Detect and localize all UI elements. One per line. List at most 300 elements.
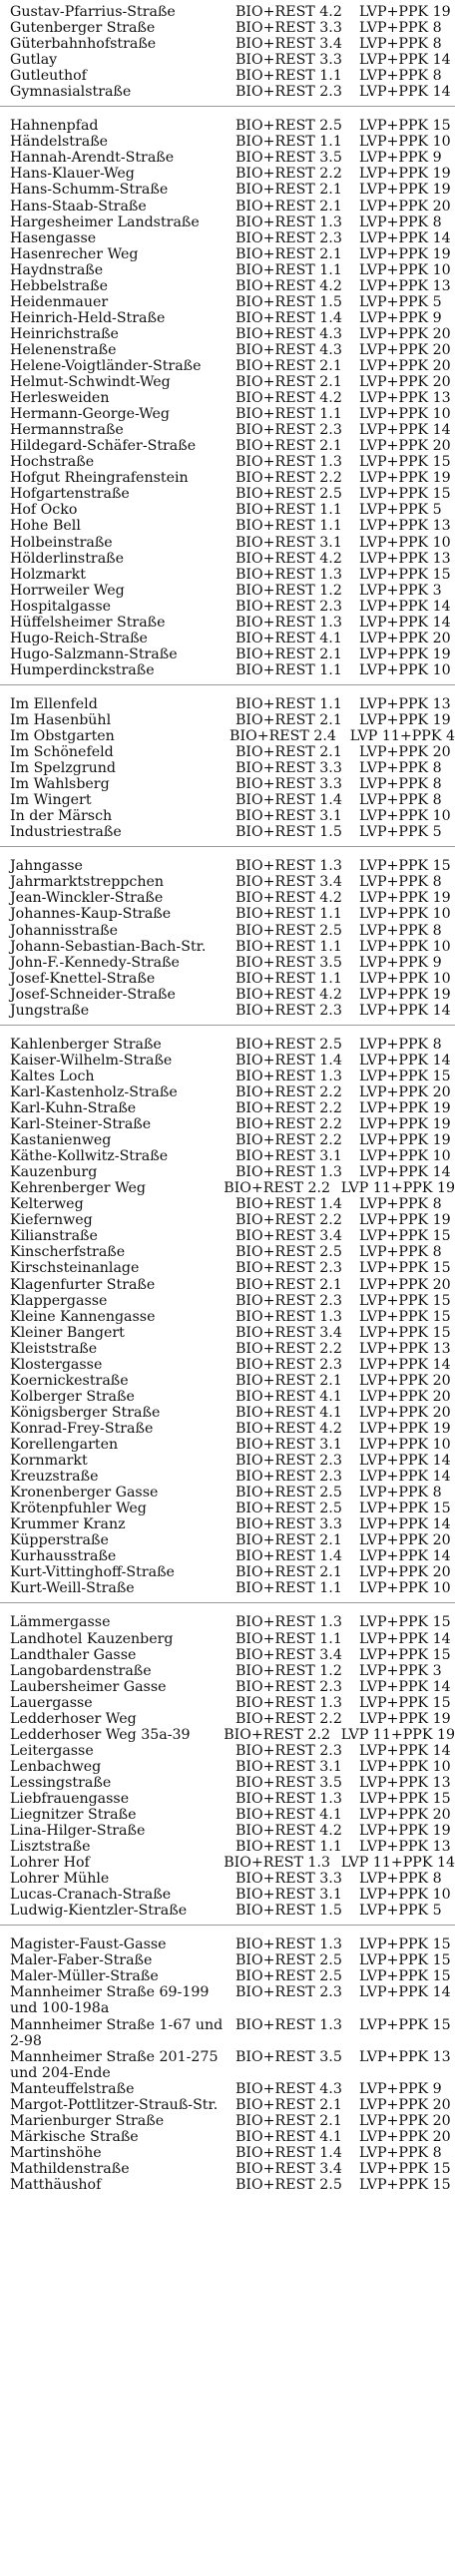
lvp-ppk-schedule: LVP+PPK 20 bbox=[359, 1388, 451, 1405]
street-name: Kastanienweg bbox=[10, 1132, 112, 1149]
bio-rest-schedule: BIO+REST 2.3 bbox=[235, 1678, 342, 1695]
table-row bbox=[0, 987, 455, 1003]
table-row bbox=[0, 1548, 455, 1564]
street-name: Hüffelsheimer Straße bbox=[10, 614, 166, 631]
table-row bbox=[0, 760, 455, 776]
street-name: Koernickestraße bbox=[10, 1372, 129, 1389]
street-name: Hasenrecher Weg bbox=[10, 245, 139, 262]
bio-rest-schedule: BIO+REST 1.3 bbox=[235, 1936, 342, 1953]
street-name: Hof Ocko bbox=[10, 502, 78, 519]
bio-rest-schedule: BIO+REST 2.3 bbox=[235, 598, 342, 615]
bio-rest-schedule: BIO+REST 3.4 bbox=[235, 36, 342, 53]
table-row bbox=[0, 1485, 455, 1501]
lvp-ppk-schedule: LVP+PPK 14 bbox=[359, 1516, 451, 1533]
lvp-ppk-schedule: LVP+PPK 9 bbox=[359, 954, 442, 971]
table-row bbox=[0, 1421, 455, 1437]
lvp-ppk-schedule: LVP+PPK 10 bbox=[359, 1436, 451, 1453]
street-name: Magister-Faust-Gasse bbox=[10, 1936, 167, 1953]
table-row bbox=[0, 744, 455, 760]
table-row bbox=[0, 2049, 455, 2081]
table-row bbox=[0, 1357, 455, 1373]
street-name: Küpperstraße bbox=[10, 1532, 109, 1549]
street-name: Lucas-Cranach-Straße bbox=[10, 1887, 172, 1904]
street-name: Lenbachweg bbox=[10, 1758, 102, 1775]
table-row bbox=[0, 2017, 455, 2049]
bio-rest-schedule: BIO+REST 4.3 bbox=[235, 341, 342, 358]
table-row bbox=[0, 1148, 455, 1164]
lvp-ppk-schedule: LVP+PPK 15 bbox=[359, 566, 451, 583]
letter-section bbox=[0, 4, 455, 100]
lvp-ppk-schedule: LVP+PPK 8 bbox=[359, 874, 442, 891]
street-name: Kornmarkt bbox=[10, 1453, 88, 1470]
lvp-ppk-schedule: LVP+PPK 19 bbox=[359, 1710, 451, 1727]
street-name: Kiefernweg bbox=[10, 1212, 93, 1229]
lvp-ppk-schedule: LVP+PPK 20 bbox=[359, 744, 451, 761]
table-row bbox=[0, 1855, 455, 1871]
section-divider bbox=[0, 1025, 455, 1026]
table-row bbox=[0, 182, 455, 198]
lvp-ppk-schedule: LVP+PPK 20 bbox=[359, 357, 451, 374]
lvp-ppk-schedule: LVP+PPK 13 bbox=[359, 277, 451, 294]
table-row bbox=[0, 1373, 455, 1389]
section-divider bbox=[0, 106, 455, 107]
table-row bbox=[0, 2113, 455, 2129]
table-row bbox=[0, 1053, 455, 1069]
street-name: Hermann-George-Weg bbox=[10, 406, 170, 423]
lvp-ppk-schedule: LVP+PPK 10 bbox=[359, 661, 451, 678]
lvp-ppk-schedule: LVP+PPK 14 bbox=[359, 1984, 451, 2001]
table-row bbox=[0, 52, 455, 68]
street-name: Lohrer Hof bbox=[10, 1855, 90, 1872]
table-row bbox=[0, 1532, 455, 1548]
table-row bbox=[0, 712, 455, 728]
lvp-ppk-schedule: LVP+PPK 14 bbox=[359, 1742, 451, 1759]
street-name: Industriestraße bbox=[10, 824, 122, 841]
street-name: Hans-Klauer-Weg bbox=[10, 166, 135, 183]
table-row bbox=[0, 1903, 455, 1919]
table-row bbox=[0, 518, 455, 534]
table-row bbox=[0, 1839, 455, 1855]
table-row bbox=[0, 1984, 455, 2016]
table-row bbox=[0, 646, 455, 662]
lvp-ppk-schedule: LVP+PPK 9 bbox=[359, 309, 442, 326]
street-name: Hildegard-Schäfer-Straße bbox=[10, 438, 197, 455]
lvp-ppk-schedule: LVP+PPK 19 bbox=[359, 1212, 451, 1229]
street-name: Helmut-Schwindt-Weg bbox=[10, 374, 171, 391]
bio-rest-schedule: BIO+REST 1.4 bbox=[235, 1548, 342, 1565]
street-name: Maler-Müller-Straße bbox=[10, 1968, 159, 1985]
street-name: Kleine Kannengasse bbox=[10, 1308, 156, 1325]
table-row bbox=[0, 583, 455, 599]
table-row bbox=[0, 971, 455, 987]
bio-rest-schedule: BIO+REST 3.4 bbox=[235, 1324, 342, 1341]
table-row bbox=[0, 955, 455, 971]
street-name: Lohrer Mühle bbox=[10, 1871, 110, 1888]
table-row bbox=[0, 84, 455, 100]
street-name: Margot-Pottlitzer-Strauß-Str. bbox=[10, 2096, 219, 2113]
bio-rest-schedule: BIO+REST 1.3 bbox=[235, 1614, 342, 1631]
table-row bbox=[0, 728, 455, 744]
lvp-ppk-schedule: LVP+PPK 3 bbox=[359, 582, 442, 599]
street-name: Josef-Knettel-Straße bbox=[10, 970, 156, 987]
table-row bbox=[0, 1775, 455, 1791]
bio-rest-schedule: BIO+REST 2.2 bbox=[235, 1212, 342, 1229]
street-name: Hans-Schumm-Straße bbox=[10, 182, 169, 199]
lvp-ppk-schedule: LVP+PPK 9 bbox=[359, 150, 442, 167]
table-row bbox=[0, 551, 455, 567]
bio-rest-schedule: BIO+REST 2.5 bbox=[235, 118, 342, 135]
lvp-ppk-schedule: LVP+PPK 19 bbox=[359, 166, 451, 183]
table-row bbox=[0, 1968, 455, 1984]
lvp-ppk-schedule: LVP+PPK 19 bbox=[359, 245, 451, 262]
letter-section bbox=[0, 1936, 455, 2193]
lvp-ppk-schedule: LVP+PPK 20 bbox=[359, 1807, 451, 1824]
street-name: Herlesweiden bbox=[10, 390, 110, 407]
street-name: Hofgartenstraße bbox=[10, 486, 130, 503]
street-name: Ledderhoser Weg 35a-39 bbox=[10, 1726, 191, 1743]
table-row bbox=[0, 939, 455, 955]
lvp-ppk-schedule: LVP+PPK 10 bbox=[359, 906, 451, 923]
table-row bbox=[0, 118, 455, 134]
lvp-ppk-schedule: LVP+PPK 14 bbox=[359, 1630, 451, 1647]
bio-rest-schedule: BIO+REST 1.1 bbox=[235, 261, 342, 278]
bio-rest-schedule: BIO+REST 1.3 bbox=[235, 858, 342, 875]
bio-rest-schedule: BIO+REST 1.3 bbox=[235, 1164, 342, 1181]
lvp-ppk-schedule: LVP+PPK 10 bbox=[359, 134, 451, 151]
table-row bbox=[0, 68, 455, 84]
table-row bbox=[0, 262, 455, 278]
lvp-ppk-schedule: LVP+PPK 19 bbox=[359, 4, 451, 20]
street-name: Im Spelzgrund bbox=[10, 760, 116, 777]
table-row bbox=[0, 599, 455, 615]
table-row bbox=[0, 1695, 455, 1711]
bio-rest-schedule: BIO+REST 3.1 bbox=[235, 1148, 342, 1165]
bio-rest-schedule: BIO+REST 1.1 bbox=[235, 695, 342, 712]
lvp-ppk-schedule: LVP+PPK 8 bbox=[359, 68, 442, 85]
lvp-ppk-schedule: LVP+PPK 20 bbox=[359, 1276, 451, 1293]
street-name: Johannisstraße bbox=[10, 922, 119, 939]
bio-rest-schedule: BIO+REST 2.2 bbox=[224, 1180, 331, 1197]
street-name: Klagenfurter Straße bbox=[10, 1276, 156, 1293]
bio-rest-schedule: BIO+REST 2.1 bbox=[235, 645, 342, 662]
street-name: Jahngasse bbox=[10, 858, 83, 875]
lvp-ppk-schedule: LVP 11+PPK 4 bbox=[349, 728, 455, 745]
street-name: Güterbahnhofstraße bbox=[10, 36, 157, 53]
street-name: Landthaler Gasse bbox=[10, 1646, 137, 1663]
lvp-ppk-schedule: LVP+PPK 10 bbox=[359, 1758, 451, 1775]
bio-rest-schedule: BIO+REST 1.1 bbox=[235, 68, 342, 85]
street-name: Matthäushof bbox=[10, 2177, 102, 2194]
table-row bbox=[0, 502, 455, 518]
bio-rest-schedule: BIO+REST 4.2 bbox=[235, 986, 342, 1003]
bio-rest-schedule: BIO+REST 1.3 bbox=[235, 1308, 342, 1325]
lvp-ppk-schedule: LVP+PPK 14 bbox=[359, 1548, 451, 1565]
table-row bbox=[0, 1196, 455, 1212]
lvp-ppk-schedule: LVP+PPK 15 bbox=[359, 118, 451, 135]
street-name: Kurt-Weill-Straße bbox=[10, 1580, 135, 1597]
table-row bbox=[0, 1823, 455, 1839]
bio-rest-schedule: BIO+REST 3.4 bbox=[235, 1646, 342, 1663]
street-name: Gutleuthof bbox=[10, 68, 87, 85]
street-name: Heinrich-Held-Straße bbox=[10, 309, 166, 326]
lvp-ppk-schedule: LVP+PPK 8 bbox=[359, 760, 442, 777]
bio-rest-schedule: BIO+REST 4.2 bbox=[235, 277, 342, 294]
lvp-ppk-schedule: LVP+PPK 19 bbox=[359, 711, 451, 728]
table-row bbox=[0, 1293, 455, 1309]
street-name: Kurhausstraße bbox=[10, 1548, 117, 1565]
table-row bbox=[0, 454, 455, 470]
table-row bbox=[0, 134, 455, 150]
bio-rest-schedule: BIO+REST 3.3 bbox=[235, 776, 342, 793]
street-name: Hermannstraße bbox=[10, 422, 124, 439]
street-name: Karl-Kastenholz-Straße bbox=[10, 1083, 178, 1100]
street-name: Jungstraße bbox=[10, 1002, 90, 1019]
street-name: Krummer Kranz bbox=[10, 1516, 126, 1533]
street-name: Liegnitzer Straße bbox=[10, 1807, 137, 1824]
table-row bbox=[0, 1453, 455, 1469]
table-row bbox=[0, 1580, 455, 1596]
letter-section bbox=[0, 118, 455, 678]
bio-rest-schedule: BIO+REST 2.1 bbox=[235, 744, 342, 761]
street-name: Laubersheimer Gasse bbox=[10, 1678, 167, 1695]
street-name: Marienburger Straße bbox=[10, 2112, 165, 2129]
lvp-ppk-schedule: LVP+PPK 8 bbox=[359, 1244, 442, 1261]
bio-rest-schedule: BIO+REST 1.4 bbox=[235, 1052, 342, 1069]
street-name: Hans-Staab-Straße bbox=[10, 198, 147, 215]
lvp-ppk-schedule: LVP+PPK 14 bbox=[359, 229, 451, 246]
bio-rest-schedule: BIO+REST 2.1 bbox=[235, 438, 342, 455]
lvp-ppk-schedule: LVP+PPK 13 bbox=[359, 1340, 451, 1357]
bio-rest-schedule: BIO+REST 2.1 bbox=[235, 357, 342, 374]
lvp-ppk-schedule: LVP+PPK 8 bbox=[359, 792, 442, 809]
bio-rest-schedule: BIO+REST 2.5 bbox=[235, 2177, 342, 2194]
lvp-ppk-schedule: LVP+PPK 8 bbox=[359, 214, 442, 230]
bio-rest-schedule: BIO+REST 1.3 bbox=[235, 214, 342, 230]
street-name: Märkische Straße bbox=[10, 2128, 139, 2145]
bio-rest-schedule: BIO+REST 4.1 bbox=[235, 1404, 342, 1421]
table-row bbox=[0, 2097, 455, 2113]
bio-rest-schedule: BIO+REST 2.5 bbox=[235, 1244, 342, 1261]
bio-rest-schedule: BIO+REST 2.5 bbox=[235, 1485, 342, 1502]
bio-rest-schedule: BIO+REST 1.1 bbox=[235, 1839, 342, 1856]
bio-rest-schedule: BIO+REST 2.1 bbox=[235, 1532, 342, 1549]
lvp-ppk-schedule: LVP+PPK 20 bbox=[359, 1532, 451, 1549]
lvp-ppk-schedule: LVP+PPK 15 bbox=[359, 486, 451, 503]
lvp-ppk-schedule: LVP+PPK 8 bbox=[359, 2144, 442, 2161]
table-row bbox=[0, 470, 455, 486]
lvp-ppk-schedule: LVP+PPK 5 bbox=[359, 502, 442, 519]
table-row bbox=[0, 535, 455, 551]
bio-rest-schedule: BIO+REST 2.3 bbox=[235, 1002, 342, 1019]
bio-rest-schedule: BIO+REST 1.3 bbox=[224, 1855, 331, 1872]
table-row bbox=[0, 808, 455, 824]
bio-rest-schedule: BIO+REST 4.3 bbox=[235, 325, 342, 342]
street-name: Lessingstraße bbox=[10, 1774, 112, 1791]
street-name: Kleiststraße bbox=[10, 1340, 98, 1357]
street-name: Landhotel Kauzenberg bbox=[10, 1630, 174, 1647]
bio-rest-schedule: BIO+REST 3.1 bbox=[235, 534, 342, 551]
table-row bbox=[0, 1037, 455, 1053]
section-divider bbox=[0, 684, 455, 685]
street-name: Kirschsteinanlage bbox=[10, 1260, 140, 1277]
street-name: Hahnenpfad bbox=[10, 118, 99, 135]
lvp-ppk-schedule: LVP+PPK 20 bbox=[359, 1083, 451, 1100]
lvp-ppk-schedule: LVP+PPK 19 bbox=[359, 890, 451, 907]
lvp-ppk-schedule: LVP+PPK 15 bbox=[359, 1501, 451, 1517]
bio-rest-schedule: BIO+REST 2.1 bbox=[235, 245, 342, 262]
street-name: Langobardenstraße bbox=[10, 1662, 152, 1679]
bio-rest-schedule: BIO+REST 3.3 bbox=[235, 1516, 342, 1533]
bio-rest-schedule: BIO+REST 2.3 bbox=[235, 1292, 342, 1309]
bio-rest-schedule: BIO+REST 1.5 bbox=[235, 1903, 342, 1920]
table-row bbox=[0, 1164, 455, 1180]
bio-rest-schedule: BIO+REST 1.1 bbox=[235, 906, 342, 923]
bio-rest-schedule: BIO+REST 3.1 bbox=[235, 1436, 342, 1453]
table-row bbox=[0, 1663, 455, 1679]
street-name: Josef-Schneider-Straße bbox=[10, 986, 176, 1003]
lvp-ppk-schedule: LVP+PPK 19 bbox=[359, 1420, 451, 1437]
street-name: Kronenberger Gasse bbox=[10, 1485, 159, 1502]
lvp-ppk-schedule: LVP+PPK 8 bbox=[359, 1196, 442, 1213]
lvp-ppk-schedule: LVP+PPK 8 bbox=[359, 1036, 442, 1053]
bio-rest-schedule: BIO+REST 3.1 bbox=[235, 1887, 342, 1904]
bio-rest-schedule: BIO+REST 1.4 bbox=[235, 309, 342, 326]
bio-rest-schedule: BIO+REST 1.1 bbox=[235, 406, 342, 423]
bio-rest-schedule: BIO+REST 4.1 bbox=[235, 2128, 342, 2145]
lvp-ppk-schedule: LVP+PPK 19 bbox=[359, 182, 451, 199]
street-name: Johann-Sebastian-Bach-Str. bbox=[10, 938, 207, 955]
street-name: Gutlay bbox=[10, 52, 58, 69]
table-row bbox=[0, 358, 455, 374]
table-row bbox=[0, 374, 455, 390]
lvp-ppk-schedule: LVP+PPK 19 bbox=[359, 1132, 451, 1149]
table-row bbox=[0, 1679, 455, 1695]
bio-rest-schedule: BIO+REST 2.1 bbox=[235, 198, 342, 215]
lvp-ppk-schedule: LVP+PPK 14 bbox=[359, 84, 451, 101]
lvp-ppk-schedule: LVP+PPK 14 bbox=[359, 1164, 451, 1181]
lvp-ppk-schedule: LVP+PPK 19 bbox=[359, 1823, 451, 1840]
bio-rest-schedule: BIO+REST 1.3 bbox=[235, 1068, 342, 1084]
table-row bbox=[0, 1244, 455, 1260]
bio-rest-schedule: BIO+REST 2.2 bbox=[235, 1132, 342, 1149]
lvp-ppk-schedule: LVP+PPK 10 bbox=[359, 1580, 451, 1597]
bio-rest-schedule: BIO+REST 1.3 bbox=[235, 1694, 342, 1711]
lvp-ppk-schedule: LVP+PPK 15 bbox=[359, 1324, 451, 1341]
bio-rest-schedule: BIO+REST 4.2 bbox=[235, 550, 342, 567]
table-row bbox=[0, 631, 455, 646]
table-row bbox=[0, 696, 455, 712]
bio-rest-schedule: BIO+REST 3.5 bbox=[235, 150, 342, 167]
bio-rest-schedule: BIO+REST 1.1 bbox=[235, 134, 342, 151]
table-row bbox=[0, 1711, 455, 1727]
street-name: Horrweiler Weg bbox=[10, 582, 125, 599]
lvp-ppk-schedule: LVP+PPK 10 bbox=[359, 808, 451, 825]
table-row bbox=[0, 2081, 455, 2097]
bio-rest-schedule: BIO+REST 1.3 bbox=[235, 614, 342, 631]
table-row bbox=[0, 1564, 455, 1580]
street-name: Kinscherfstraße bbox=[10, 1244, 126, 1261]
table-row bbox=[0, 824, 455, 840]
street-name: Kelterweg bbox=[10, 1196, 84, 1213]
street-name: Hasengasse bbox=[10, 229, 97, 246]
table-row bbox=[0, 1180, 455, 1196]
street-name: Lina-Hilger-Straße bbox=[10, 1823, 146, 1840]
bio-rest-schedule: BIO+REST 4.2 bbox=[235, 1420, 342, 1437]
lvp-ppk-schedule: LVP+PPK 13 bbox=[359, 518, 451, 535]
bio-rest-schedule: BIO+REST 2.1 bbox=[235, 711, 342, 728]
table-row bbox=[0, 1936, 455, 1952]
table-row bbox=[0, 278, 455, 294]
lvp-ppk-schedule: LVP+PPK 8 bbox=[359, 36, 442, 53]
table-row bbox=[0, 1325, 455, 1341]
lvp-ppk-schedule: LVP+PPK 15 bbox=[359, 1790, 451, 1807]
street-name: Klappergasse bbox=[10, 1292, 108, 1309]
table-row bbox=[0, 1003, 455, 1019]
table-row bbox=[0, 1277, 455, 1293]
street-name: Krötenpfuhler Weg bbox=[10, 1501, 147, 1517]
street-name: Heinrichstraße bbox=[10, 325, 119, 342]
table-row bbox=[0, 310, 455, 326]
lvp-ppk-schedule: LVP+PPK 14 bbox=[359, 422, 451, 439]
street-name: Kaltes Loch bbox=[10, 1068, 95, 1084]
lvp-ppk-schedule: LVP+PPK 10 bbox=[359, 938, 451, 955]
street-name: Hölderlinstraße bbox=[10, 550, 125, 567]
bio-rest-schedule: BIO+REST 3.5 bbox=[235, 954, 342, 971]
street-name: In der Märsch bbox=[10, 808, 113, 825]
lvp-ppk-schedule: LVP+PPK 19 bbox=[359, 986, 451, 1003]
bio-rest-schedule: BIO+REST 2.4 bbox=[229, 728, 336, 745]
table-row bbox=[0, 1228, 455, 1244]
lvp-ppk-schedule: LVP+PPK 10 bbox=[359, 1148, 451, 1165]
table-row bbox=[0, 422, 455, 438]
table-row bbox=[0, 1341, 455, 1357]
street-name: Martinshöhe bbox=[10, 2144, 102, 2161]
street-name: Lauergasse bbox=[10, 1694, 93, 1711]
bio-rest-schedule: BIO+REST 2.3 bbox=[235, 1742, 342, 1759]
lvp-ppk-schedule: LVP+PPK 13 bbox=[359, 550, 451, 567]
street-name: Hospitalgasse bbox=[10, 598, 112, 615]
lvp-ppk-schedule: LVP+PPK 10 bbox=[359, 970, 451, 987]
table-row bbox=[0, 662, 455, 678]
bio-rest-schedule: BIO+REST 4.1 bbox=[235, 1388, 342, 1405]
bio-rest-schedule: BIO+REST 2.3 bbox=[235, 1453, 342, 1470]
street-name: Gutenberger Straße bbox=[10, 20, 156, 37]
bio-rest-schedule: BIO+REST 2.5 bbox=[235, 1501, 342, 1517]
bio-rest-schedule: BIO+REST 2.5 bbox=[235, 1952, 342, 1969]
street-name: Ludwig-Kientzler-Straße bbox=[10, 1903, 188, 1920]
table-row bbox=[0, 326, 455, 342]
table-row bbox=[0, 2129, 455, 2145]
bio-rest-schedule: BIO+REST 1.1 bbox=[235, 1580, 342, 1597]
lvp-ppk-schedule: LVP+PPK 20 bbox=[359, 2112, 451, 2129]
street-name: Ledderhoser Weg bbox=[10, 1710, 137, 1727]
table-row bbox=[0, 1389, 455, 1405]
table-row bbox=[0, 1405, 455, 1421]
street-name: Kleiner Bangert bbox=[10, 1324, 125, 1341]
lvp-ppk-schedule: LVP+PPK 15 bbox=[359, 1228, 451, 1245]
lvp-ppk-schedule: LVP+PPK 8 bbox=[359, 922, 442, 939]
table-row bbox=[0, 36, 455, 52]
bio-rest-schedule: BIO+REST 2.5 bbox=[235, 1036, 342, 1053]
street-name: Hofgut Rheingrafenstein bbox=[10, 470, 189, 487]
lvp-ppk-schedule: LVP+PPK 13 bbox=[359, 2048, 451, 2065]
lvp-ppk-schedule: LVP+PPK 13 bbox=[359, 695, 451, 712]
bio-rest-schedule: BIO+REST 3.5 bbox=[235, 2048, 342, 2065]
street-name: Jahrmarktstreppchen bbox=[10, 874, 164, 891]
lvp-ppk-schedule: LVP+PPK 20 bbox=[359, 341, 451, 358]
street-name: Lisztstraße bbox=[10, 1839, 91, 1856]
lvp-ppk-schedule: LVP 11+PPK 14 bbox=[340, 1855, 455, 1872]
